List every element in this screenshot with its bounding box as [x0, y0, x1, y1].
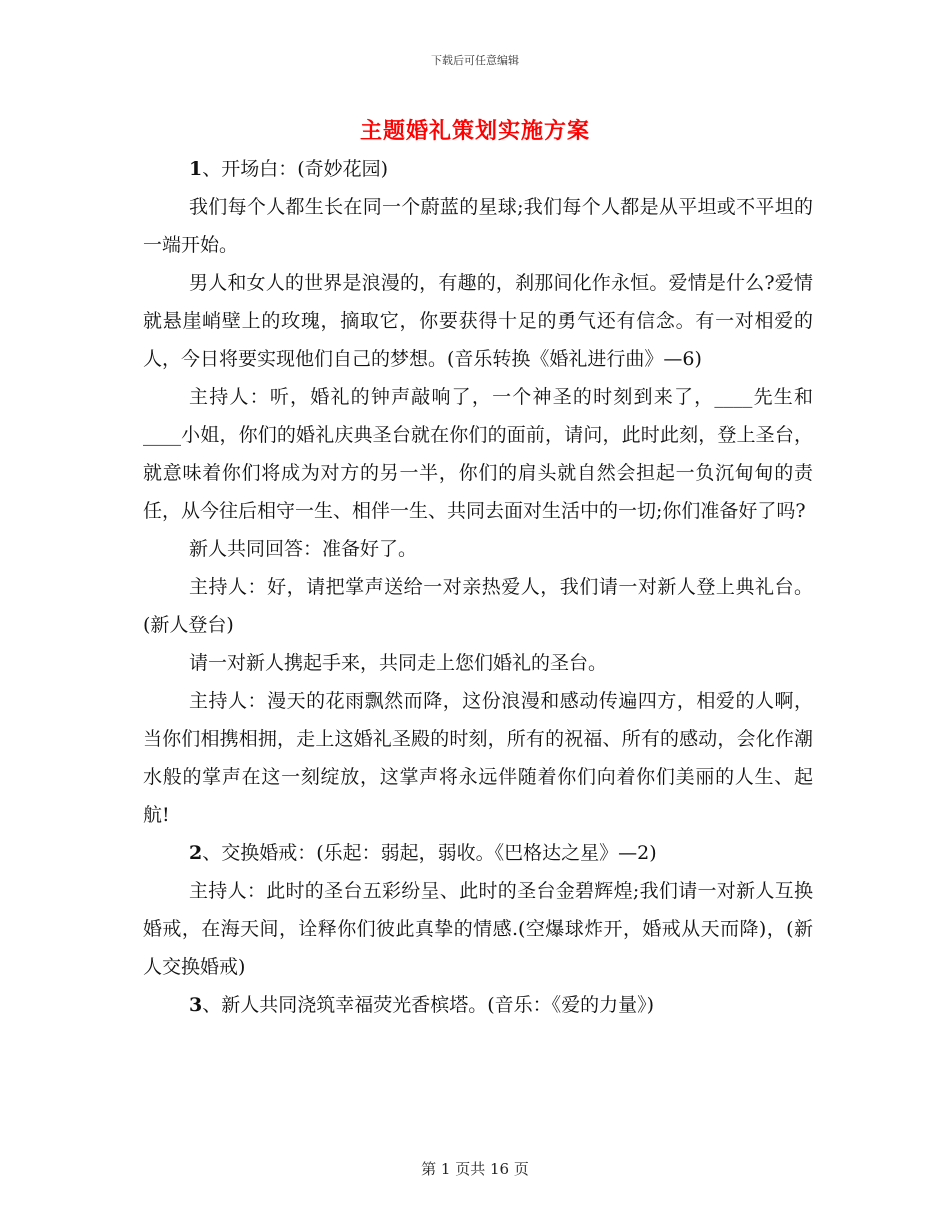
section-number: 2 — [189, 842, 203, 864]
paragraph-text: 我们每个人都生长在同一个蔚蓝的星球;我们每个人都是从平坦或不平坦的一端开始。 — [143, 196, 813, 256]
paragraph — [143, 264, 813, 378]
paragraph — [143, 834, 813, 872]
paragraph — [143, 682, 813, 834]
paragraph-text: 、交换婚戒：(乐起：弱起，弱收。《巴格达之星》—2) — [202, 842, 657, 864]
document-title: 主题婚礼策划实施方案 — [359, 119, 590, 144]
paragraph — [143, 530, 813, 568]
paragraph-text: 主持人：好，请把掌声送给一对亲热爱人，我们请一对新人登上典礼台。(新人登台) — [143, 576, 813, 636]
paragraph — [143, 644, 813, 682]
paragraph — [143, 188, 813, 264]
paragraph-text: 男人和女人的世界是浪漫的，有趣的，刹那间化作永恒。爱情是什么?爱情就悬崖峭壁上的玫瑰，摘取它，你要获得十足的勇气还有信念。有一对相爱的人，今日将要实现他们自己的梦想。(音乐转换《婚礼进行曲》—6) — [143, 272, 813, 370]
paragraph-text: 、新人共同浇筑幸福荧光香槟塔。(音乐：《爱的力量》) — [202, 994, 655, 1016]
paragraph — [143, 378, 813, 530]
paragraph-text: 请一对新人携起手来，共同走上您们婚礼的圣台。 — [189, 652, 608, 674]
paragraph-text: 、开场白：(奇妙花园) — [202, 158, 389, 180]
paragraph — [143, 872, 813, 986]
section-number: 3 — [189, 994, 203, 1016]
paragraph — [143, 150, 813, 188]
header-note: 下载后可任意编辑 — [431, 54, 519, 67]
paragraph — [143, 986, 813, 1024]
paragraph-text: 新人共同回答：准备好了。 — [189, 538, 418, 560]
paragraph-text: 主持人：漫天的花雨飘然而降，这份浪漫和感动传遍四方，相爱的人啊，当你们相携相拥，走上这婚礼圣殿的时刻，所有的祝福、所有的感动，会化作潮水般的掌声在这一刻绽放，这掌声将永远伴随着你们向着你们美丽的人生、起航! — [143, 690, 813, 826]
page-footer: 第 1 页共 16 页 — [421, 1160, 529, 1178]
paragraph-text: 主持人：听，婚礼的钟声敲响了，一个神圣的时刻到来了，____先生和____小姐，你们的婚礼庆典圣台就在你们的面前，请问，此时此刻，登上圣台，就意味着你们将成为对方的另一半，你们的肩头就自然会担起一负沉甸甸的责任，从今往后相守一生、相伴一生、共同去面对生活中的一切;你们准备好了吗? — [143, 386, 813, 522]
section-number: 1 — [189, 158, 203, 180]
document-body — [143, 150, 813, 1024]
paragraph-text: 主持人：此时的圣台五彩纷呈、此时的圣台金碧辉煌;我们请一对新人互换婚戒，在海天间，诠释你们彼此真挚的情感.(空爆球炸开，婚戒从天而降)，(新人交换婚戒) — [143, 880, 813, 978]
paragraph — [143, 568, 813, 644]
